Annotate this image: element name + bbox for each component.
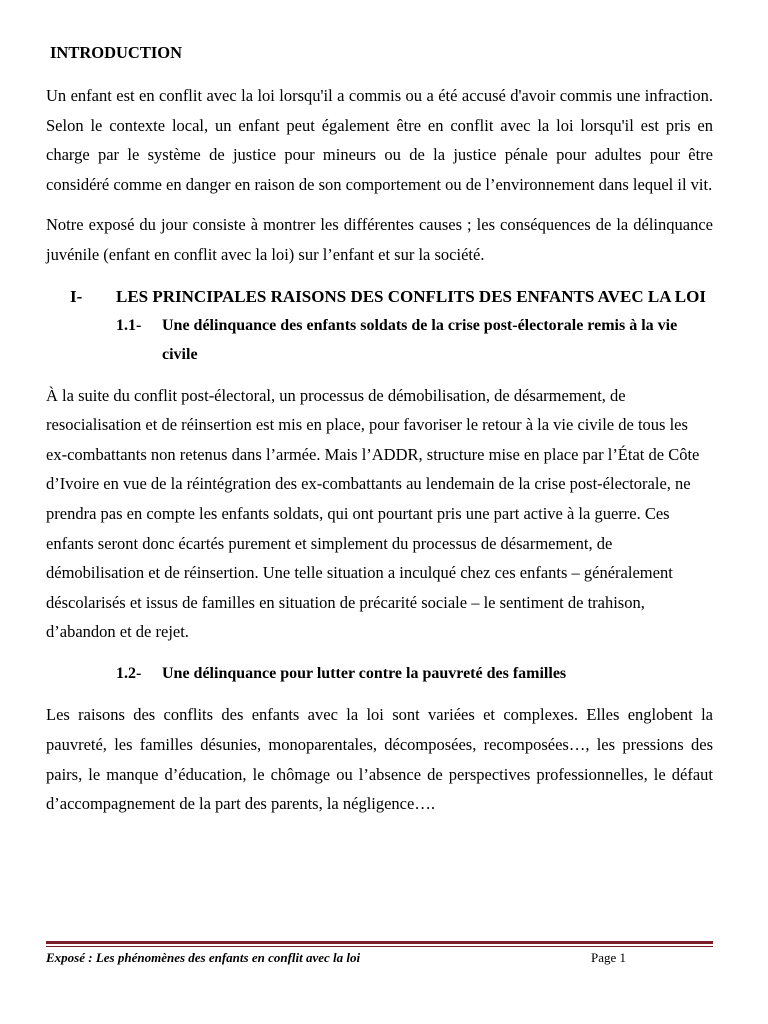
footer-rule-thick [46, 941, 713, 944]
footer-rule-thin [46, 946, 713, 947]
subsection-1-1-body: À la suite du conflit post-électoral, un processus de démobilisation, de désarmement, de resocialisation et de réinsertion est mis en place, pour favoriser le retour à la vie civile de tous les ex-combattants non retenus dans l’armée. Mais l’ADDR, structure mise en place par l’État de Côte d’Ivoire en vue de la réintégration des ex-combattants au lendemain de la crise post-électorale, ne prendra pas en compte les enfants soldats, qui ont pourtant pris une part active à la guerre. Ces enfants seront donc écartés purement et simplement du processus de désarmement, de démobilisation et de réinsertion. Une telle situation a inculqué chez ces enfants – généralement déscolarisés et issus de familles en situation de précarité sociale – le sentiment de trahison, d’abandon et de rejet. [46, 385, 700, 642]
subsection-number: 1.2- [116, 664, 142, 682]
introduction-heading: INTRODUCTION [50, 43, 183, 62]
subsection-heading-1-1 [116, 311, 713, 370]
footer-document-title: Exposé : Les phénomènes des enfants en conflit avec la loi [46, 950, 361, 965]
subsection-title: Une délinquance des enfants soldats de la crise post-électorale remis à la vie civile [162, 316, 678, 364]
page-footer [46, 949, 713, 967]
section-heading-1 [46, 282, 713, 311]
subsection-heading-1-2 [116, 659, 713, 689]
subsection-number: 1.1- [116, 316, 142, 334]
intro-paragraph-1: Un enfant est en conflit avec la loi lorsqu'il a commis ou a été accusé d'avoir commis une infraction. Selon le contexte local, un enfant peut également être en conflit avec la loi lorsqu'il est pris en charge par le système de justice pour mineurs ou de la justice pénale pour adultes pour être considéré comme en danger en raison de son comportement ou de l’environnement dans lequel il vit. [46, 86, 713, 194]
subsection-1-2-body: Les raisons des conflits des enfants avec la loi sont variées et complexes. Elles englobent la pauvreté, les familles désunies, monoparentales, décomposées, recomposées…, les pressions des pairs, le manque d’éducation, le chômage ou l’absence de perspectives professionnelles, le défaut d’accompagnement de la part des parents, la négligence…. [46, 705, 713, 814]
section-title: LES PRINCIPALES RAISONS DES CONFLITS DES ENFANTS AVEC LA LOI [116, 286, 706, 306]
intro-paragraph-2: Notre exposé du jour consiste à montrer les différentes causes ; les conséquences de la délinquance juvénile (enfant en conflit avec la loi) sur l’enfant et sur la société. [46, 215, 713, 264]
subsection-title: Une délinquance pour lutter contre la pauvreté des familles [162, 664, 567, 682]
footer-page-number: Page 1 [591, 950, 627, 965]
section-number: I- [70, 286, 83, 306]
page-content [46, 40, 713, 819]
